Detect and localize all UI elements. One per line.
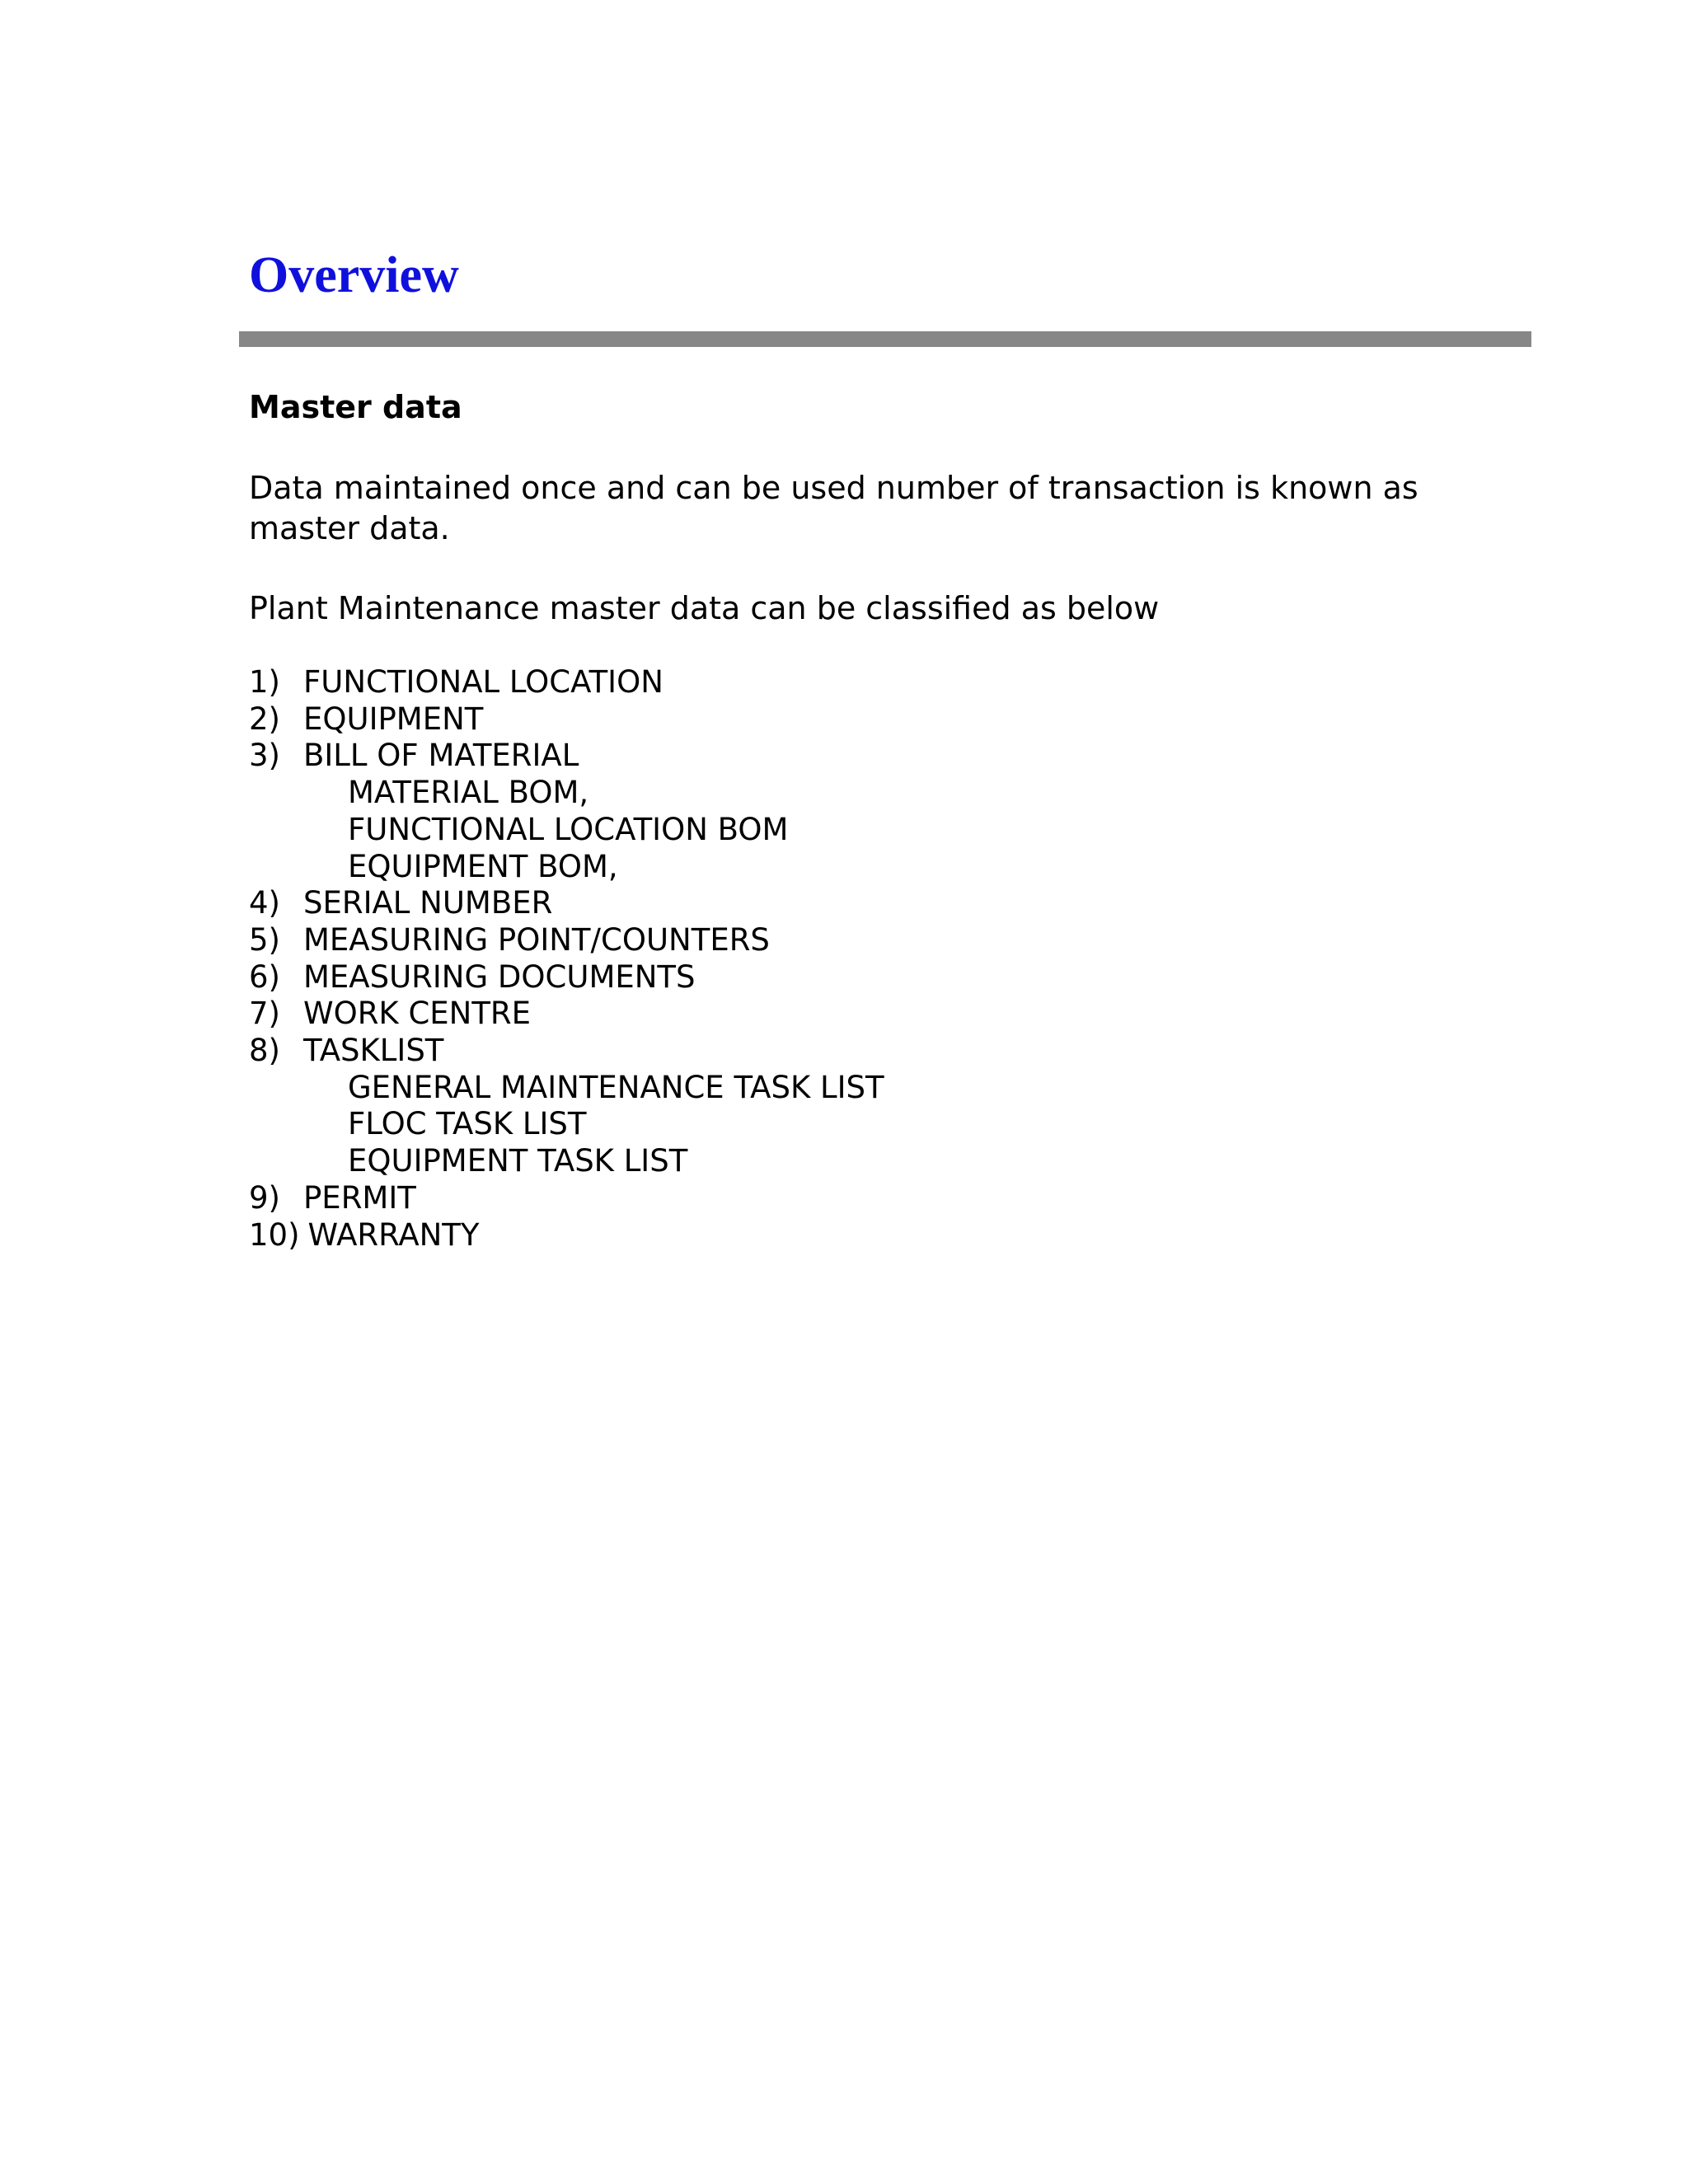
list-item: [249, 885, 884, 922]
list-item: [249, 701, 884, 738]
list-number: 6): [249, 958, 280, 995]
list-item: [249, 1180, 884, 1217]
list-label: MEASURING DOCUMENTS: [303, 958, 696, 995]
list-number: 10): [249, 1216, 300, 1253]
list-number: 8): [249, 1033, 280, 1069]
list-number: 1): [249, 664, 280, 700]
definition-paragraph: Data maintained once and can be used number of transaction is known as master data.: [249, 470, 1418, 546]
list-number: 4): [249, 885, 280, 921]
list-item: [249, 922, 884, 959]
list-label: FUNCTIONAL LOCATION: [303, 664, 663, 700]
list-number: 2): [249, 701, 280, 737]
list-number: 9): [249, 1179, 280, 1216]
list-number: 3): [249, 738, 280, 774]
list-item: [249, 1033, 884, 1070]
page-title: Overview: [249, 247, 459, 303]
list-label: PERMIT: [303, 1179, 416, 1216]
list-label: EQUIPMENT: [303, 701, 484, 737]
list-label: BILL OF MATERIAL: [303, 738, 579, 774]
list-sub-item: FUNCTIONAL LOCATION BOM: [348, 811, 789, 847]
list-sub-item: EQUIPMENT BOM,: [348, 848, 618, 884]
list-item: [249, 1217, 884, 1254]
list-item: [249, 664, 884, 701]
master-data-list: [249, 664, 884, 1254]
title-divider: [239, 331, 1531, 347]
list-label: WORK CENTRE: [303, 996, 532, 1032]
list-item: [249, 959, 884, 996]
list-sub-item: EQUIPMENT TASK LIST: [348, 1143, 688, 1179]
list-number: 7): [249, 996, 280, 1032]
list-sub-item: MATERIAL BOM,: [348, 775, 589, 811]
section-heading: Master data: [249, 389, 462, 425]
list-sub-item: GENERAL MAINTENANCE TASK LIST: [348, 1069, 884, 1105]
list-number: 5): [249, 921, 280, 958]
list-label: SERIAL NUMBER: [303, 885, 553, 921]
list-sub-item: FLOC TASK LIST: [348, 1106, 587, 1142]
list-item: [249, 738, 884, 775]
list-item: [249, 996, 884, 1033]
list-label: WARRANTY: [307, 1216, 480, 1253]
list-label: MEASURING POINT/COUNTERS: [303, 921, 770, 958]
list-label: TASKLIST: [303, 1033, 444, 1069]
classification-intro: Plant Maintenance master data can be classified as below: [249, 590, 1160, 626]
